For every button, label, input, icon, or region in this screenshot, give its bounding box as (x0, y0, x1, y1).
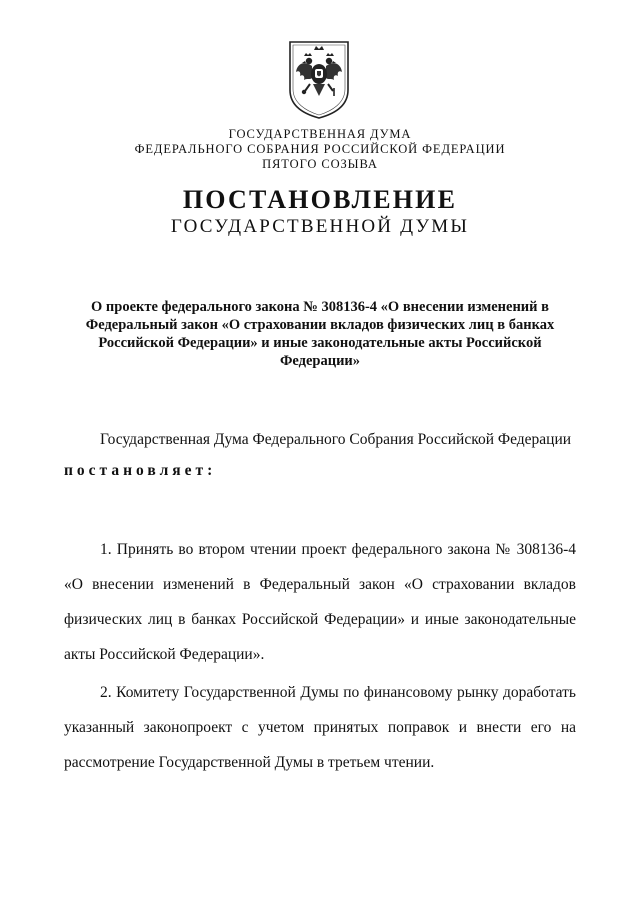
convocation-line: ПЯТОГО СОЗЫВА (262, 157, 378, 171)
document-subject: О проекте федерального закона № 308136-4 «О внесении изменений в Федеральный закон «О страховании вкладов физических лиц в банках Российской Федерации» и иные законодательные акты Российской Федерации» (85, 299, 555, 369)
resolution-item-2: 2. Комитету Государственной Думы по финансовому рынку доработать указанный законопроект с учетом принятых поправок и внести его на рассмотрение Государственной Думы в третьем чтении. (64, 684, 576, 771)
document-issuer: ГОСУДАРСТВЕННОЙ ДУМЫ (170, 216, 470, 237)
org-name-line-2: ФЕДЕРАЛЬНОГО СОБРАНИЯ РОССИЙСКОЙ ФЕДЕРАЦИИ (134, 142, 506, 156)
document-type: ПОСТАНОВЛЕНИЕ (182, 185, 458, 214)
coat-of-arms-emblem (286, 38, 352, 120)
resolution-items (64, 532, 576, 780)
decree-word: постановляет: (64, 462, 217, 479)
issuing-body-header (0, 127, 640, 172)
org-name-line-1: ГОСУДАРСТВЕННАЯ ДУМА (228, 127, 412, 141)
preamble-text: Государственная Дума Федерального Собрания Российской Федерации (100, 431, 572, 448)
document-title (0, 185, 640, 239)
double-headed-eagle-icon (286, 38, 352, 120)
resolution-item-1: 1. Принять во втором чтении проект федерального закона № 308136-4 «О внесении изменений в Федеральный закон «О страховании вкладов физических лиц в банках Российской Федерации» и иные законодательные акты Российской Федерации». (64, 541, 576, 663)
